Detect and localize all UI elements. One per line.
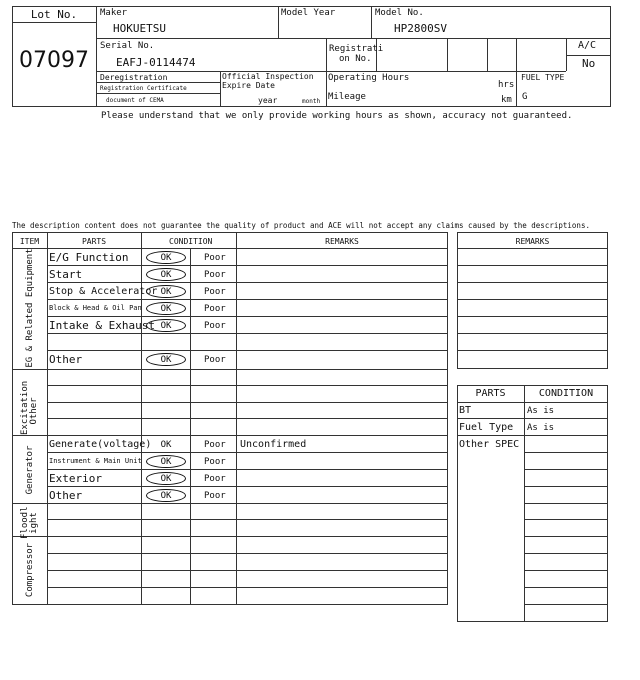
section-generator-label: Generator [25,445,35,495]
section-compressor-label: Compressor [25,542,35,598]
part-instrument-main-unit: Instrument & Main Unit [49,457,142,465]
remark-unconfirmed: Unconfirmed [240,439,307,450]
deregistration-label: Deregistration [100,73,168,82]
model-no-value: HP2800SV [394,22,447,35]
inspection-label-2: Expire Date [222,81,275,90]
spec-condition-fuel-type: As is [527,423,555,433]
part-stop-accelerator: Stop & Accelerator [49,286,158,297]
year-label: year [258,96,278,105]
poor-label: Poor [204,457,226,467]
ac-label: A/C [578,40,597,51]
lot-label: Lot No. [30,8,78,21]
part-eg-function: E/G Function [49,251,129,264]
model-year-label: Model Year [281,8,336,18]
ok-label: OK [160,270,172,280]
spec-condition-header: CONDITION [538,388,594,399]
col-remarks-header: REMARKS [325,237,359,246]
section-excitation-label: Excitation Other [20,380,39,435]
poor-label: Poor [204,270,226,280]
col-condition-header: CONDITION [169,237,213,246]
ok-label: OK [160,491,172,501]
mileage-label: Mileage [328,92,366,102]
ok-label: OK [160,304,172,314]
ac-value: No [582,57,596,70]
operating-hours-label: Operating Hours [328,73,410,83]
part-generator-other: Other [49,489,83,502]
ok-label: OK [160,287,172,297]
section-eg-label: EG & Related Equipment [25,248,35,368]
registration-label-1: Registrati [329,44,384,54]
spec-part-other-spec: Other SPEC [459,439,520,450]
poor-label: Poor [204,304,226,314]
ok-label: OK [160,440,172,450]
inspection-label-1: Official Inspection [222,72,314,81]
poor-label: Poor [204,491,226,501]
ok-label: OK [160,253,172,263]
poor-label: Poor [204,355,226,365]
poor-label: Poor [204,287,226,297]
serial-label: Serial No. [100,41,155,51]
right-remarks-header: REMARKS [515,237,550,246]
col-item-header: ITEM [19,237,40,246]
ok-label: OK [160,457,172,467]
poor-label: Poor [204,440,226,450]
fuel-type-value: G [522,92,528,102]
lot-number: 07097 [19,48,89,73]
disclaimer-text: The description content does not guarantee the quality of product and ACE will not accept any claims caused by the descriptions. [12,221,590,230]
poor-label: Poor [204,253,226,263]
part-exterior: Exterior [49,472,102,485]
section-excitation-wrap [18,380,42,435]
part-eg-other: Other [49,353,83,366]
month-label: month [302,98,321,105]
spec-part-fuel-type: Fuel Type [459,422,514,433]
hrs-label: hrs [498,80,515,90]
maker-value: HOKUETSU [113,22,166,35]
working-hours-notice: Please understand that we only provide working hours as shown, accuracy not guaranteed. [101,111,573,121]
spec-part-bt: BT [459,405,472,416]
part-block-head-oil-pan: Block & Head & Oil Pan [49,304,142,312]
spec-condition-bt: As is [527,406,555,416]
spec-parts-header: PARTS [475,388,506,399]
model-no-label: Model No. [375,8,424,18]
registration-certificate-label: Registration Certificate [100,85,187,92]
cema-document-label: document of CEMA [106,97,164,104]
registration-label-2: on No. [339,54,372,64]
section-floodlight-label: Floodl ight [20,506,39,539]
right-remarks-frame [457,232,608,369]
poor-label: Poor [204,474,226,484]
ok-label: OK [160,474,172,484]
km-label: km [501,95,512,105]
col-parts-header: PARTS [81,237,107,246]
fuel-type-label: FUEL TYPE [521,73,565,82]
serial-value: EAFJ-0114474 [116,56,196,69]
part-generate-voltage: Generate(voltage) [49,439,152,450]
poor-label: Poor [204,321,226,331]
maker-label: Maker [100,8,128,18]
ok-label: OK [160,355,172,365]
part-intake-exhaust: Intake & Exhaust [49,319,155,332]
part-start: Start [49,268,83,281]
ok-label: OK [160,321,172,331]
